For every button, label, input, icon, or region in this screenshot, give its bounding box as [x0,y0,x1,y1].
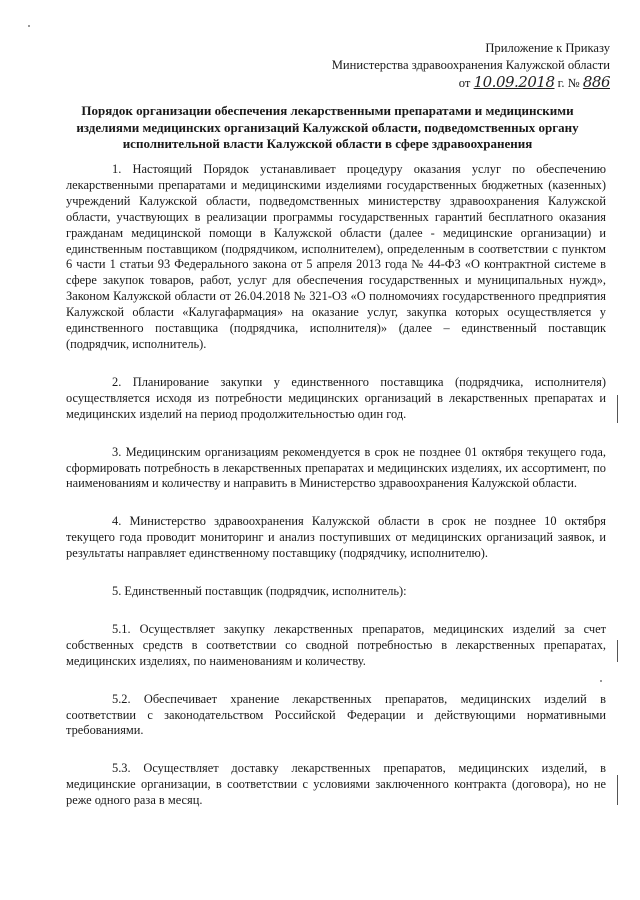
paragraph-5-2: 5.2. Обеспечивает хранение лекарственных препаратов, медицинских изделий в соответствии с законодательством Российской Федерации и действующими нормативными требованиями. [66,691,606,738]
handwritten-number: 886 [582,73,610,91]
scan-margin-mark [617,640,618,662]
document-header [280,40,610,92]
scan-margin-mark [617,395,618,423]
document-body [66,162,606,831]
paragraph-4: 4. Министерство здравоохранения Калужской области в срок не позднее 10 октября текущего года проводит мониторинг и анализ поступивших от медицинских организаций заявок, и результаты направляет единственному поставщику (подрядчику, исполнителю). [66,514,606,561]
paragraph-2: 2. Планирование закупки у единственного поставщика (подрядчика, исполнителя) осуществляется исходя из потребности медицинских организаций в лекарственных препаратах и медицинских изделий на период продолжительностью один год. [66,374,606,421]
appendix-label: Приложение к Приказу [485,41,610,55]
document-title: Порядок организации обеспечения лекарственными препаратами и медицинскими изделиями медицинских организаций Калужской области, подведомственных органу исполнительной власти Калужской области в сфере здравоохранения [76,103,579,151]
scan-speck [28,25,30,27]
number-label: г. № [557,76,580,90]
order-date-number [280,74,610,92]
scan-speck [600,680,602,682]
paragraph-1: 1. Настоящий Порядок устанавливает процедуру оказания услуг по обеспечению лекарственными препаратами и медицинскими изделиями государственных бюджетных (казенных) учреждений Калужской области, подведомственных министерству здравоохранения Калужской области, участвующих в реализации программы государственных гарантий бесплатного оказания гражданам медицинской помощи в Калужской области (далее - медицинские организации) и единственным поставщиком (подрядчиком, исполнителем), определенным в соответствии с пунктом 6 части 1 статьи 93 Федерального закона от 5 апреля 2013 года № 44-ФЗ «О контрактной системе в сфере закупок товаров, работ, услуг для обеспечения государственных и муниципальных нужд», Законом Калужской области от 26.04.2018 № 321-ОЗ «О полномочиях государственного предприятия Калужской области «Калугафармация» на оказание услуг, закупка которых осуществляется у единственного поставщика (подрядчика, исполнителя)» (далее – единственный поставщик (подрядчик, исполнитель). [66,162,606,351]
scan-margin-mark [617,775,618,805]
date-prefix: от [458,76,471,90]
handwritten-date: 10.09.201 [473,73,546,91]
paragraph-5-1: 5.1. Осуществляет закупку лекарственных препаратов, медицинских изделий за счет собственных средств в соответствии со сводной потребностью в лекарственных препаратах, медицинских изделиях, по наименованиям и количеству. [66,621,606,668]
paragraph-5-3: 5.3. Осуществляет доставку лекарственных препаратов, медицинских изделий, в медицинские организации, в соответствии с условиями заключенного контракта (договора), но не реже одного раза в месяц. [66,761,606,808]
paragraph-5: 5. Единственный поставщик (подрядчик, исполнитель): [112,584,407,599]
ministry-label: Министерства здравоохранения Калужской области [331,58,610,72]
handwritten-year-digit: 8 [545,73,555,91]
paragraph-3: 3. Медицинским организациям рекомендуется в срок не позднее 01 октября текущего года, сформировать потребность в лекарственных препаратах и медицинских изделиях, их ассортимент, по наименованиям и количеству и направить в Министерство здравоохранения Калужской области. [66,444,606,491]
